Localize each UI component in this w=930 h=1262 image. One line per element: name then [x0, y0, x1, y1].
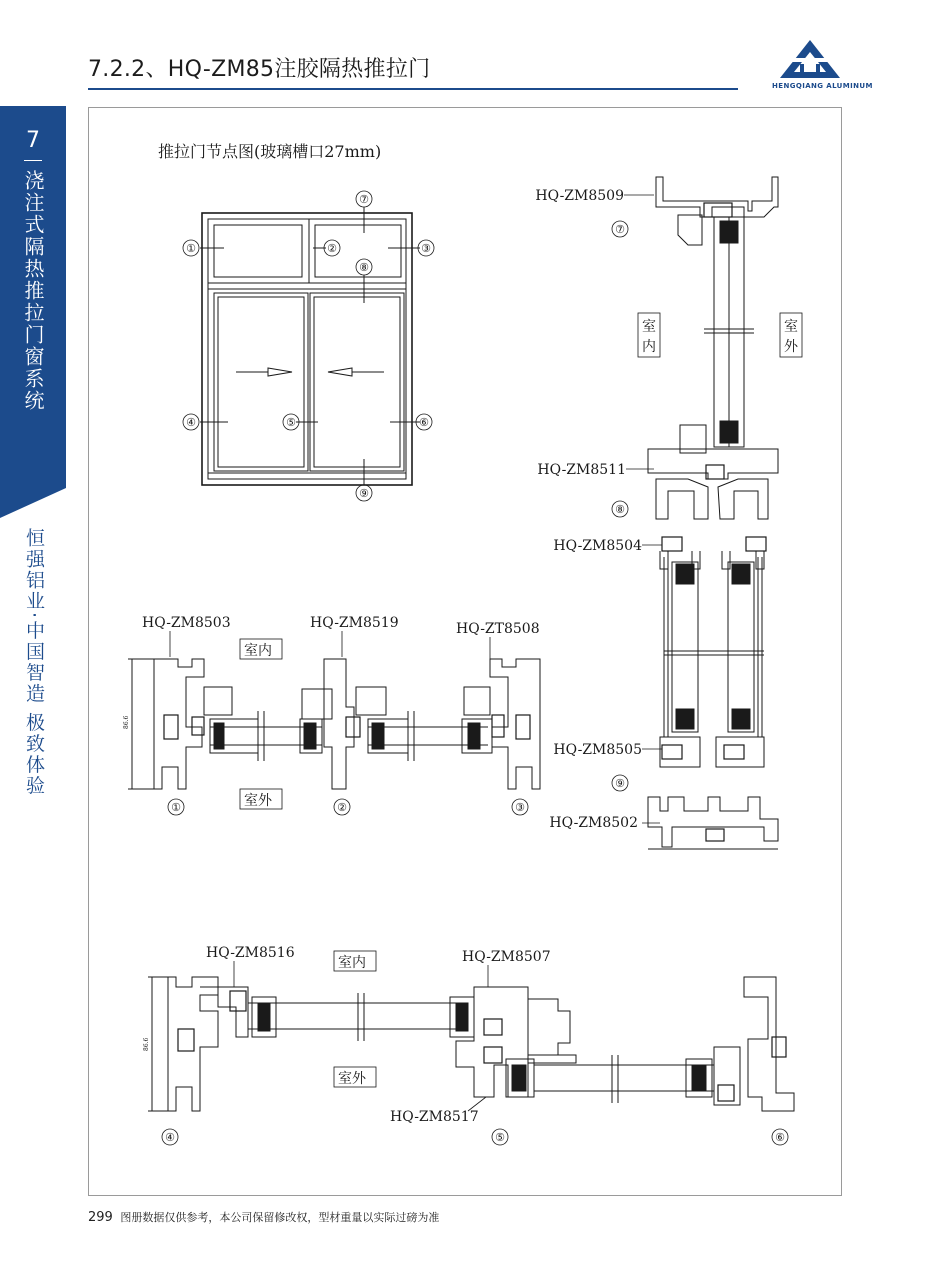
- vertical-exterior-label: 室: [784, 319, 798, 335]
- node-number-9: ⑨: [359, 487, 369, 500]
- node-number-5: ⑤: [286, 416, 296, 429]
- label-hq-zm8504: HQ-ZM8504: [553, 538, 642, 554]
- upper-number-3: ③: [515, 801, 525, 814]
- label-hq-zm8507: HQ-ZM8507: [462, 949, 551, 965]
- brand-slogan: 恒强铝业·中国智造 极致体验: [23, 528, 45, 797]
- vertical-interior-label: 室: [642, 319, 656, 335]
- vsection-number-8: ⑧: [615, 503, 625, 516]
- chapter-title: 浇注式隔热推拉门窗系统: [21, 170, 45, 412]
- label-hq-zm8503: HQ-ZM8503: [142, 615, 231, 631]
- footer-note: 图册数据仅供参考，本公司保留修改权，型材重量以实际过磅为准: [120, 1211, 440, 1224]
- footer: [88, 1209, 439, 1225]
- svg-text:外: 外: [784, 339, 798, 355]
- lower-number-5: ⑤: [495, 1131, 505, 1144]
- label-hq-zm8516: HQ-ZM8516: [206, 945, 295, 961]
- label-hq-zm8511: HQ-ZM8511: [537, 462, 626, 478]
- upper-number-2: ②: [337, 801, 347, 814]
- drawing-title: 推拉门节点图(玻璃槽口27mm): [158, 142, 382, 161]
- upper-exterior-label: 室外: [244, 793, 272, 809]
- node-number-2: ②: [327, 242, 337, 255]
- dim-lower: 86.6: [143, 1037, 150, 1051]
- upper-interior-label: 室内: [244, 643, 272, 659]
- header-rule: [88, 88, 738, 90]
- label-hq-zm8505: HQ-ZM8505: [553, 742, 642, 758]
- vertical-section: [648, 177, 778, 849]
- chapter-divider: [24, 160, 42, 161]
- node-drawing: [88, 107, 840, 1194]
- label-hq-zm8509: HQ-ZM8509: [535, 188, 624, 204]
- svg-text:内: 内: [642, 339, 656, 355]
- logo-text: HENGQIANG ALUMINUM: [772, 82, 873, 90]
- horizontal-section-upper: [128, 659, 540, 789]
- lower-interior-label: 室内: [338, 955, 366, 971]
- lower-number-4: ④: [165, 1131, 175, 1144]
- node-number-7: ⑦: [359, 193, 369, 206]
- node-number-3: ③: [421, 242, 431, 255]
- horizontal-section-lower: [148, 977, 794, 1111]
- page-number: 299: [88, 1210, 113, 1225]
- node-number-8: ⑧: [359, 261, 369, 274]
- upper-number-1: ①: [171, 801, 181, 814]
- lower-exterior-label: 室外: [338, 1071, 366, 1087]
- page-title: 7.2.2、HQ-ZM85注胶隔热推拉门: [88, 57, 431, 82]
- label-hq-zm8502: HQ-ZM8502: [549, 815, 638, 831]
- label-hq-zm8519: HQ-ZM8519: [310, 615, 399, 631]
- node-number-6: ⑥: [419, 416, 429, 429]
- chapter-number: 7: [26, 128, 40, 153]
- vsection-number-7: ⑦: [615, 223, 625, 236]
- door-elevation: [200, 207, 420, 485]
- lower-number-6: ⑥: [775, 1131, 785, 1144]
- node-number-1: ①: [186, 242, 196, 255]
- node-number-4: ④: [186, 416, 196, 429]
- label-hq-zm8517: HQ-ZM8517: [390, 1109, 479, 1125]
- vsection-number-9: ⑨: [615, 777, 625, 790]
- dim-upper: 86.6: [123, 715, 130, 729]
- label-hq-zt8508: HQ-ZT8508: [456, 621, 540, 637]
